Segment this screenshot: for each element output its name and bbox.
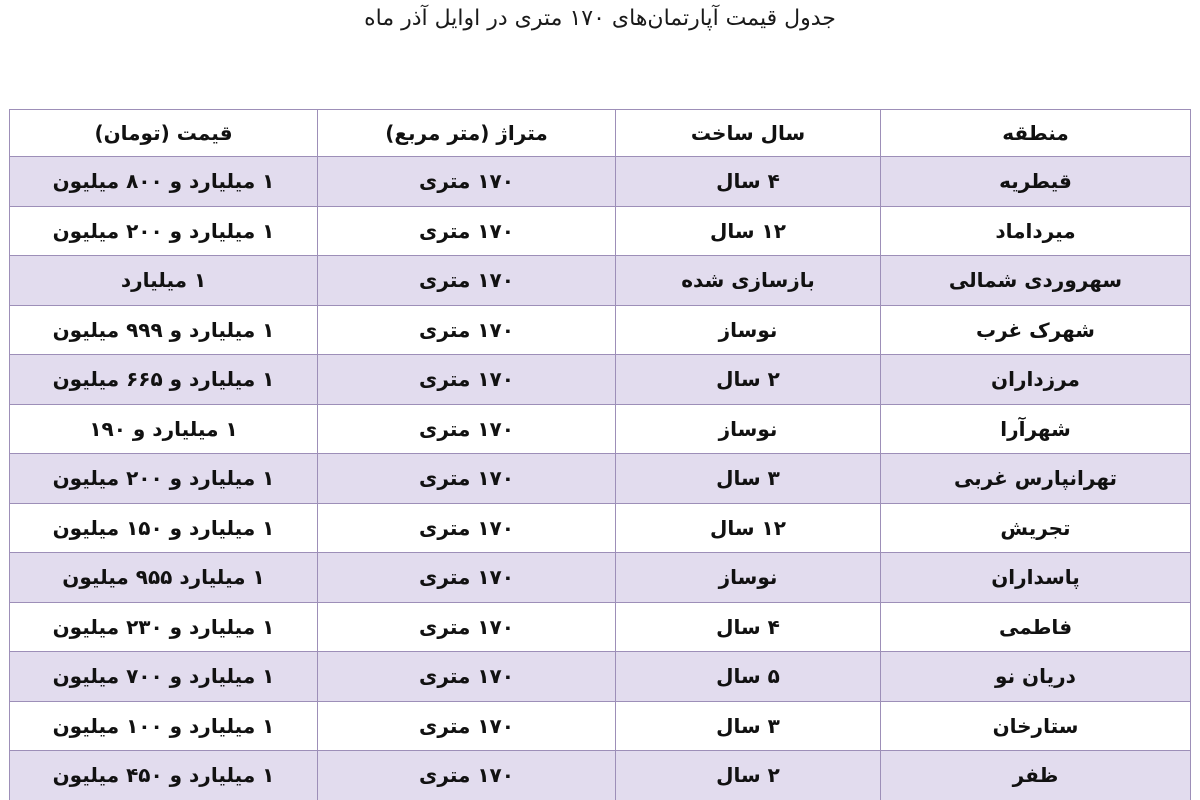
cell-price: ۱ میلیارد و ۲۰۰ میلیون [10,454,318,504]
cell-price: ۱ میلیارد و ۱۵۰ میلیون [10,503,318,553]
cell-build-year: ۴ سال [616,157,881,207]
cell-area: ۱۷۰ متری [318,553,616,603]
table-row [10,454,1191,504]
cell-build-year: ۳ سال [616,454,881,504]
cell-price: ۱ میلیارد و ۱۰۰ میلیون [10,701,318,751]
cell-area: ۱۷۰ متری [318,355,616,405]
cell-build-year: ۴ سال [616,602,881,652]
cell-build-year: بازسازی شده [616,256,881,306]
cell-region: شهرک غرب [881,305,1191,355]
cell-build-year: نوساز [616,553,881,603]
cell-area: ۱۷۰ متری [318,305,616,355]
table-row [10,256,1191,306]
cell-price: ۱ میلیارد و ۶۶۵ میلیون [10,355,318,405]
cell-region: ظفر [881,751,1191,800]
cell-region: تجریش [881,503,1191,553]
cell-area: ۱۷۰ متری [318,454,616,504]
cell-region: میرداماد [881,206,1191,256]
cell-region: ستارخان [881,701,1191,751]
cell-price: ۱ میلیارد و ۷۰۰ میلیون [10,652,318,702]
cell-area: ۱۷۰ متری [318,503,616,553]
cell-region: سهروردی شمالی [881,256,1191,306]
table-row [10,602,1191,652]
cell-region: مرزداران [881,355,1191,405]
cell-region: پاسداران [881,553,1191,603]
cell-price: ۱ میلیارد و ۱۹۰ [10,404,318,454]
table-row [10,206,1191,256]
header-area: متراژ (متر مربع) [318,110,616,157]
cell-build-year: ۱۲ سال [616,503,881,553]
cell-region: قیطریه [881,157,1191,207]
cell-build-year: ۳ سال [616,701,881,751]
table-row [10,355,1191,405]
cell-region: شهرآرا [881,404,1191,454]
cell-price: ۱ میلیارد و ۲۰۰ میلیون [10,206,318,256]
cell-build-year: ۱۲ سال [616,206,881,256]
cell-region: دریان نو [881,652,1191,702]
cell-area: ۱۷۰ متری [318,701,616,751]
table-header-row [10,110,1191,157]
cell-region: تهرانپارس غربی [881,454,1191,504]
page-title: جدول قیمت آپارتمان‌های ۱۷۰ متری در اوایل آذر ماه [364,6,836,31]
cell-build-year: ۲ سال [616,355,881,405]
cell-area: ۱۷۰ متری [318,256,616,306]
table-row [10,553,1191,603]
cell-area: ۱۷۰ متری [318,751,616,800]
cell-price: ۱ میلیارد ۹۵۵ میلیون [10,553,318,603]
cell-area: ۱۷۰ متری [318,404,616,454]
cell-build-year: نوساز [616,404,881,454]
table-row [10,503,1191,553]
cell-price: ۱ میلیارد و ۲۳۰ میلیون [10,602,318,652]
price-table [9,109,1191,800]
cell-build-year: نوساز [616,305,881,355]
table-row [10,751,1191,800]
cell-price: ۱ میلیارد [10,256,318,306]
cell-price: ۱ میلیارد و ۹۹۹ میلیون [10,305,318,355]
cell-build-year: ۵ سال [616,652,881,702]
cell-area: ۱۷۰ متری [318,157,616,207]
table-row [10,404,1191,454]
cell-build-year: ۲ سال [616,751,881,800]
table-row [10,701,1191,751]
table-row [10,652,1191,702]
header-region: منطقه [881,110,1191,157]
header-price: قیمت (تومان) [10,110,318,157]
cell-area: ۱۷۰ متری [318,206,616,256]
cell-price: ۱ میلیارد و ۸۰۰ میلیون [10,157,318,207]
cell-area: ۱۷۰ متری [318,652,616,702]
table-row [10,157,1191,207]
cell-area: ۱۷۰ متری [318,602,616,652]
cell-price: ۱ میلیارد و ۴۵۰ میلیون [10,751,318,800]
cell-region: فاطمی [881,602,1191,652]
header-build-year: سال ساخت [616,110,881,157]
table-row [10,305,1191,355]
